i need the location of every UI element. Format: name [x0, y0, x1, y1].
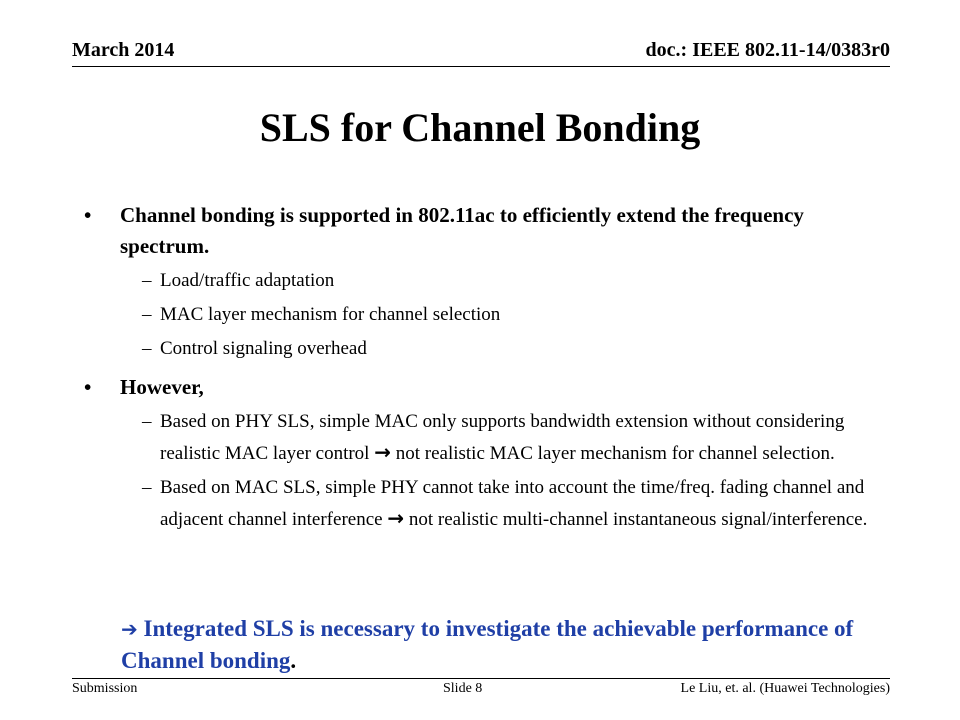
sub-bullet-item	[84, 334, 894, 364]
bold-right-arrow-icon: ➔	[121, 617, 138, 641]
header-divider	[72, 66, 890, 67]
slide-title: SLS for Channel Bonding	[259, 105, 701, 150]
bullet-marker: •	[84, 375, 92, 399]
bullet-item	[84, 200, 894, 262]
slide-body	[84, 200, 894, 535]
sub-bullet-text-end: not realistic MAC layer mechanism for channel selection.	[390, 443, 835, 464]
sub-bullet-marker: –	[142, 304, 152, 325]
conclusion-statement: Integrated SLS is necessary to investigate the achievable performance of Channel bonding	[121, 616, 854, 673]
conclusion-text	[121, 613, 881, 677]
header-doc-id: doc.: IEEE 802.11-14/0383r0	[645, 39, 890, 61]
footer-divider	[72, 678, 890, 679]
bullet-item	[84, 372, 894, 403]
conclusion-period: .	[290, 648, 297, 673]
sub-bullet-text: MAC layer mechanism for channel selection	[160, 304, 501, 325]
sub-bullet-item	[84, 300, 894, 330]
sub-bullet-text-end: not realistic multi-channel instantaneous signal/interference.	[404, 509, 868, 530]
footer-authors: Le Liu, et. al. (Huawei Technologies)	[680, 681, 890, 696]
sub-bullet-marker: –	[142, 270, 152, 291]
sub-bullet-marker: –	[142, 338, 152, 359]
sub-bullet-item	[84, 266, 894, 296]
sub-bullet-text: Control signaling overhead	[160, 338, 367, 359]
slide-footer	[72, 680, 890, 700]
footer-slide-number: Slide 8	[443, 681, 483, 696]
sub-bullet-text-start: Based on PHY SLS, simple MAC only supports bandwidth extension without considering realistic MAC layer control	[160, 411, 845, 464]
bullet-text: Channel bonding is supported in 802.11ac to efficiently extend the frequency spectrum.	[120, 203, 804, 258]
sub-bullet-marker: –	[142, 477, 152, 498]
bullet-text: However,	[120, 375, 204, 399]
slide-header	[72, 38, 890, 68]
sub-bullet-text-start: Based on MAC SLS, simple PHY cannot take into account the time/freq. fading channel and adjacent channel interference	[160, 477, 865, 530]
right-arrow-icon: →	[387, 506, 405, 530]
footer-submission: Submission	[72, 681, 138, 696]
bullet-marker: •	[84, 203, 92, 227]
right-arrow-icon: →	[374, 440, 391, 464]
sub-bullet-item	[84, 473, 894, 535]
sub-bullet-marker: –	[142, 411, 152, 432]
sub-bullet-text: Load/traffic adaptation	[160, 270, 335, 291]
header-date: March 2014	[72, 39, 175, 61]
sub-bullet-item	[84, 407, 894, 469]
